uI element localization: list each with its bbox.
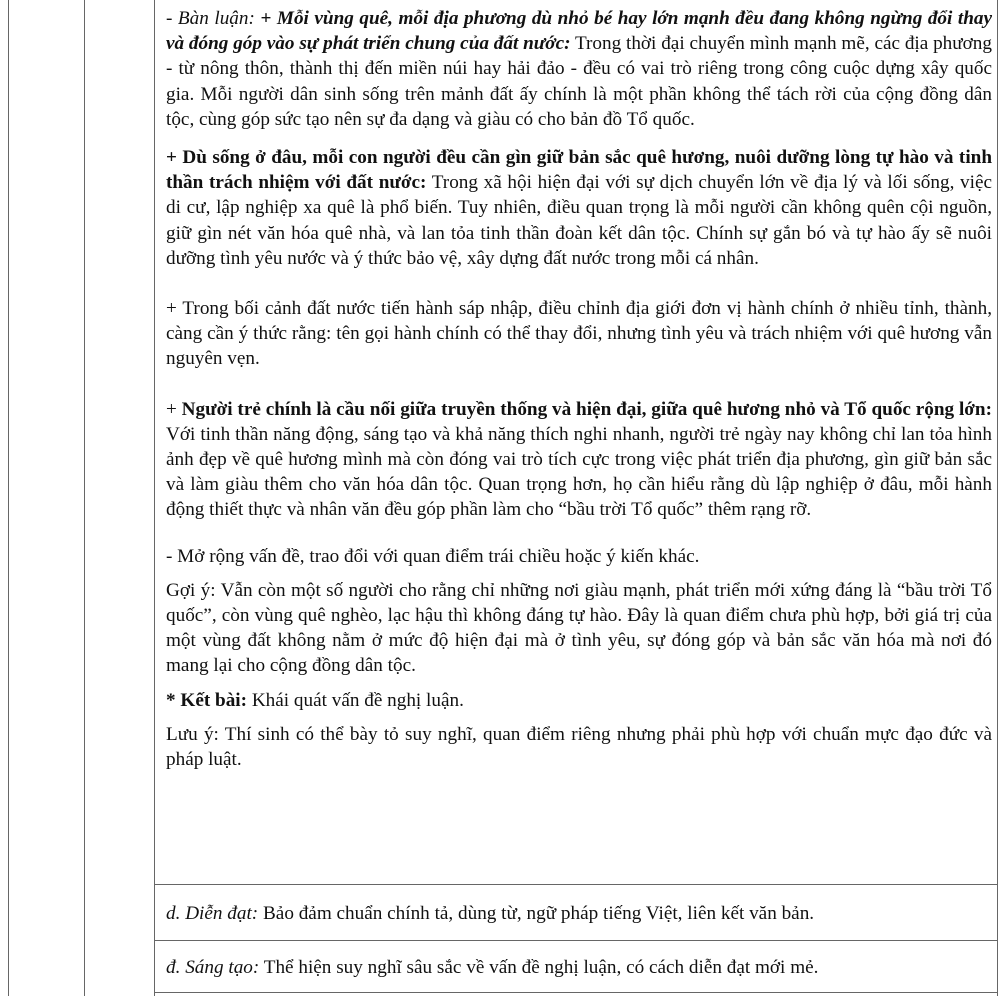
discussion-point-2-heading: + Dù sống ở đâu, mỗi con người đều cần gìn giữ bản sắc quê hương, nuôi dưỡng lòng tự hào và tinh thần trách nhiệm với đất nước:	[166, 147, 992, 194]
expression-label: d. Diễn đạt:	[166, 903, 259, 924]
expression-text: Bảo đảm chuẩn chính tả, dùng từ, ngữ pháp tiếng Việt, liên kết văn bản.	[258, 903, 815, 924]
row-divider-2	[154, 940, 998, 941]
answer-guide-content	[166, 6, 992, 772]
table-column-divider-2	[154, 0, 155, 996]
discussion-point-4	[166, 397, 992, 523]
table-column-divider-1	[84, 0, 85, 996]
note: Lưu ý: Thí sinh có thể bày tỏ suy nghĩ, quan điểm riêng nhưng phải phù hợp với chuẩn mực đạo đức và pháp luật.	[166, 723, 992, 771]
discussion-point-1	[166, 6, 992, 132]
creativity-text: Thể hiện suy nghĩ sâu sắc về vấn đề nghị luận, có cách diễn đạt mới mẻ.	[259, 957, 819, 978]
discussion-point-2-body: Trong xã hội hiện đại với sự dịch chuyển lớn về địa lý và lối sống, việc di cư, lập nghiệp xa quê là phổ biến. Tuy nhiên, điều quan trọng là mỗi người cần không quên cội nguồn, giữ gìn nét văn hóa quê nhà, và lan tỏa tinh thần đoàn kết dân tộc. Chính sự gắn bó và tự hào ấy sẽ nuôi dưỡng tình yêu nước và ý thức bảo vệ, xây dựng đất nước trong mỗi cá nhân.	[166, 172, 992, 269]
conclusion-label: * Kết bài:	[166, 689, 248, 711]
expand-issue-line: - Mở rộng vấn đề, trao đổi với quan điểm trái chiều hoặc ý kiến khác.	[166, 545, 700, 567]
row-divider-3	[154, 992, 998, 993]
discussion-point-4-body: Với tinh thần năng động, sáng tạo và khả năng thích nghi nhanh, người trẻ ngày nay không chỉ lan tỏa hình ảnh đẹp về quê hương mình mà còn đóng vai trò tích cực trong việc phát triển địa phương, gìn giữ bản sắc và làm giàu thêm cho văn hóa dân tộc. Quan trọng hơn, họ cần hiểu rằng dù lập nghiệp ở đâu, mỗi hành động thiết thực và nhân văn đều góp phần làm cho “bầu trời Tổ quốc” thêm rạng rỡ.	[166, 423, 992, 521]
expand-hint: Gợi ý: Vẫn còn một số người cho rằng chỉ những nơi giàu mạnh, phát triển mới xứng đáng là “bầu trời Tổ quốc”, còn vùng quê nghèo, lạc hậu thì không đáng tự hào. Đây là quan điểm chưa phù hợp, bởi giá trị của một vùng đất không nằm ở mức độ hiện đại mà ở tình yêu, sự đóng góp và bản sắc văn hóa mà nơi đó mang lại cho cộng đồng dân tộc.	[166, 579, 992, 677]
table-border-left	[8, 0, 9, 996]
expression-row	[166, 901, 992, 926]
discussion-point-4-heading: Người trẻ chính là cầu nối giữa truyền thống và hiện đại, giữa quê hương nhỏ và Tổ quốc rộng lớn:	[181, 398, 992, 420]
creativity-row	[166, 955, 992, 980]
discussion-point-3: + Trong bối cảnh đất nước tiến hành sáp nhập, điều chỉnh địa giới đơn vị hành chính ở nhiều tỉnh, thành, càng cần ý thức rằng: tên gọi hành chính có thể thay đổi, nhưng tình yêu và trách nhiệm với quê hương vẫn nguyên vẹn.	[166, 298, 992, 370]
table-border-right	[997, 0, 998, 996]
discussion-point-4-prefix: +	[166, 398, 182, 420]
creativity-label: đ. Sáng tạo:	[166, 957, 260, 978]
discussion-point-2	[166, 145, 992, 271]
discussion-point-1-body: Trong thời đại chuyển mình mạnh mẽ, các địa phương - từ nông thôn, thành thị đến miền núi hay hải đảo - đều có vai trò riêng trong công cuộc dựng xây quốc gia. Mỗi người dân sinh sống trên mảnh đất ấy chính là một phần không thể tách rời của cộng đồng dân tộc, cùng góp sức tạo nên sự đa dạng và giàu có cho bản đồ Tổ quốc.	[166, 33, 992, 130]
row-divider-1	[154, 884, 998, 885]
conclusion-text: Khái quát vấn đề nghị luận.	[247, 689, 464, 711]
conclusion	[166, 688, 992, 713]
discussion-label: - Bàn luận:	[166, 8, 261, 29]
discussion-point-1-heading: + Mỗi vùng quê, mỗi địa phương dù nhỏ bé hay lớn mạnh đều đang không ngừng đổi thay và đóng góp vào sự phát triển chung của đất nước:	[166, 8, 992, 55]
